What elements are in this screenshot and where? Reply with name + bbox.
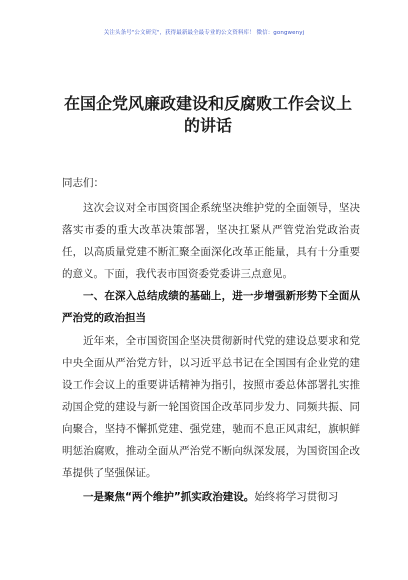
section-heading-1: 一、在深入总结成绩的基础上，进一步增强新形势下全面从严治党的政治担当 xyxy=(62,290,360,324)
point-1-text: 始终将学习贯彻习 xyxy=(254,491,339,503)
paragraph-point-1 xyxy=(62,486,360,508)
paragraph-achievements: 近年来，全市国资国企坚决贯彻新时代党的建设总要求和党中央全面从严治党方针，以习近平总书记在全国国有企业党的建设工作会议上的重要讲话精神为指引，按照市委总体部署扎实推动国企党的建设与新一轮国资国企改革同步发力、同频共振、同向聚合，坚持不懈抓党建、强党建，驰而不息正风肃纪，旗帜鲜明惩治腐败，推动全面从严治党不断向纵深发展，为国资国企改革提供了坚强保证。 xyxy=(62,335,360,479)
point-1-lead: 一是聚焦“两个维护”抓实政治建设。 xyxy=(83,491,255,503)
paragraph-intro: 这次会议对全市国资国企系统坚决维护党的全面领导，坚决落实市委的重大改革决策部署，坚决扛紧从严管党治党政治责任，以高质量党建不断汇聚全面深化改革正能量，具有十分重要的意义。下面，我代表市国资委党委讲三点意见。 xyxy=(62,202,360,280)
salutation: 同志们： xyxy=(62,177,104,189)
header-note: 关注头条号"公文研究"，获得最新最全最专业的公文资料库！ 微信：gongwenyj xyxy=(103,30,305,36)
document-title: 在国企党风廉政建设和反腐败工作会议上的讲话 xyxy=(63,94,352,135)
